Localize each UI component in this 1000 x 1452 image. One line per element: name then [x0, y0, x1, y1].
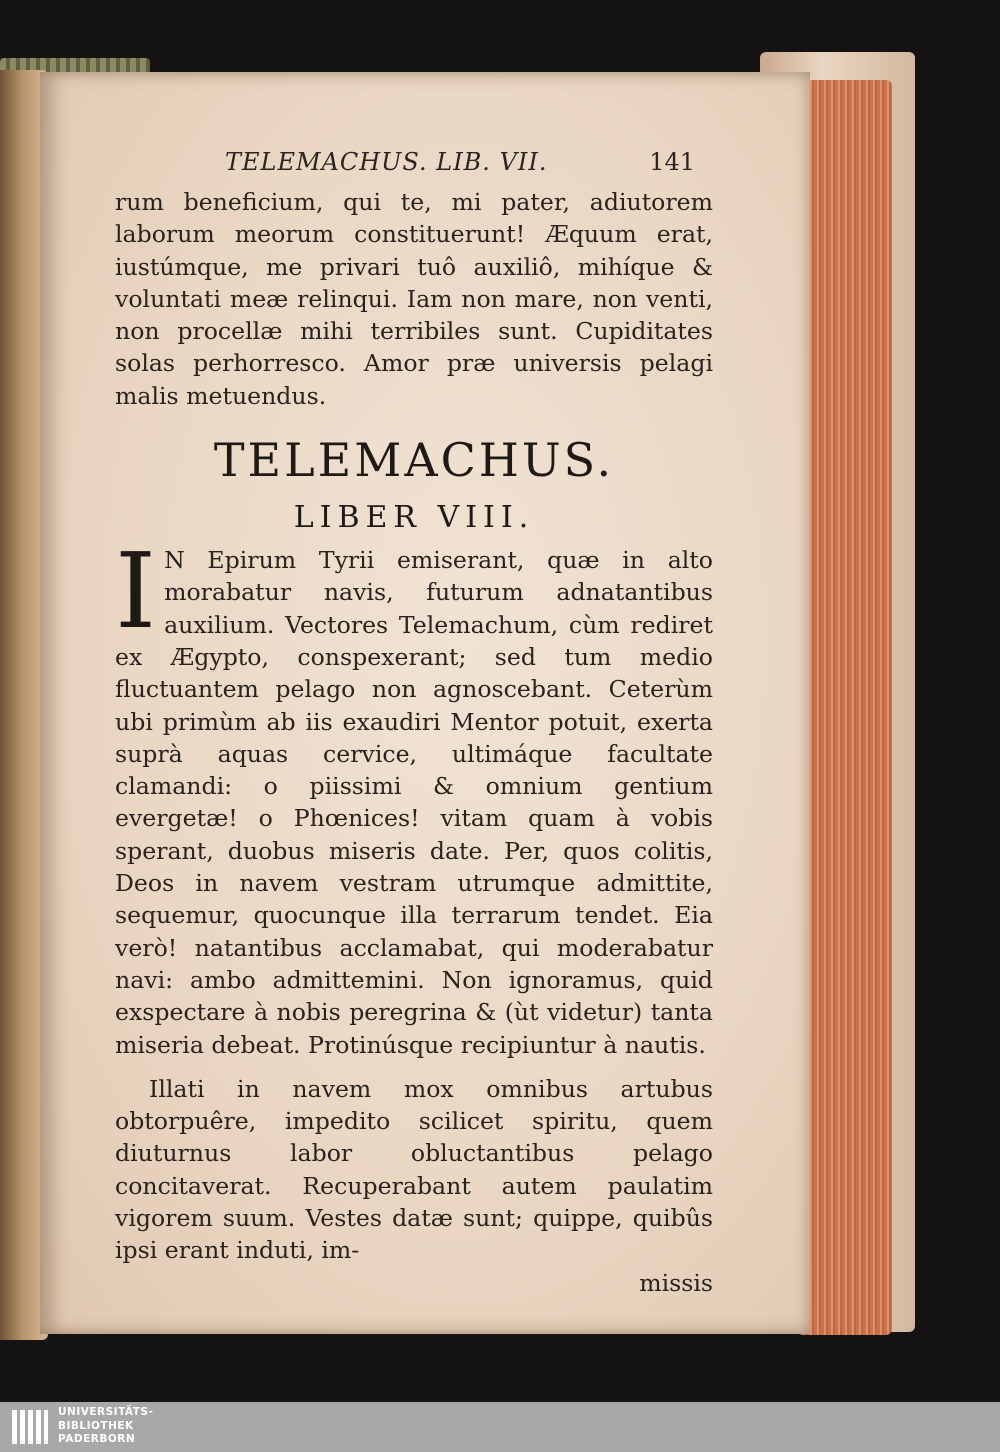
page-header	[225, 148, 695, 182]
page-number: 141	[649, 148, 695, 176]
drop-cap: I	[115, 530, 157, 653]
first-paragraph-text: N Epirum Tyrii emiserant, quæ in alto morabatur navis, futurum adnatantibus auxilium. Vectores Telemachum, cùm rediret ex Ægypto, conspexerant; sed tum medio fluctuantem pelago non agnoscebant. Ceterùm ubi primùm ab iis exaudiri Mentor potuit, exerta suprà aquas cervice, ultimáque facultate clamandi: o piissimi & omnium gentium evergetæ! o Phœnices! vitam quam à vobis sperant, duobus miseris date. Per, quos colitis, Deos in navem vestram utrumque admittite, sequemur, quocunque illa terrarum tendet. Eia verò! natantibus acclamabat, qui moderabatur navi: ambo admittemini. Non ignoramus, quid exspectare à nobis peregrina & (ùt videtur) tanta miseria debeat. Protinúsque recipiuntur à nautis.	[115, 546, 713, 1059]
catchword: missis	[639, 1268, 713, 1297]
text-block	[115, 186, 713, 1299]
book-subtitle: LIBER VIII.	[293, 500, 535, 536]
book-title: TELEMACHUS.	[213, 433, 615, 488]
catchword-line	[115, 1267, 713, 1299]
library-name: UNIVERSITÄTS- BIBLIOTHEK PADERBORN	[58, 1406, 154, 1445]
continuation-paragraph: rum beneficium, qui te, mi pater, adiutorem laborum meorum constituerunt! Æquum erat, iustúmque, me privari tuô auxiliô, mihíque & voluntati meæ relinqui. Iam non mare, non venti, non procellæ mihi terribiles sunt. Cupiditates solas perhorresco. Amor præ universis pelagi malis metuendus.	[115, 188, 713, 410]
first-paragraph	[115, 530, 713, 1061]
running-head: TELEMACHUS. LIB. VII.	[225, 148, 548, 176]
footer-bar	[0, 1402, 1000, 1452]
red-page-edges	[800, 80, 892, 1335]
second-paragraph: Illati in navem mox omnibus artubus obtorpuêre, impedito scilicet spiritu, quem diuturnus labor obluctantibus pelago concitaverat. Recuperabant autem paulatim vigorem suum. Vestes datæ sunt; quippe, quibûs ipsi erant induti, im-	[115, 1074, 713, 1265]
library-logo-icon	[10, 1408, 50, 1446]
